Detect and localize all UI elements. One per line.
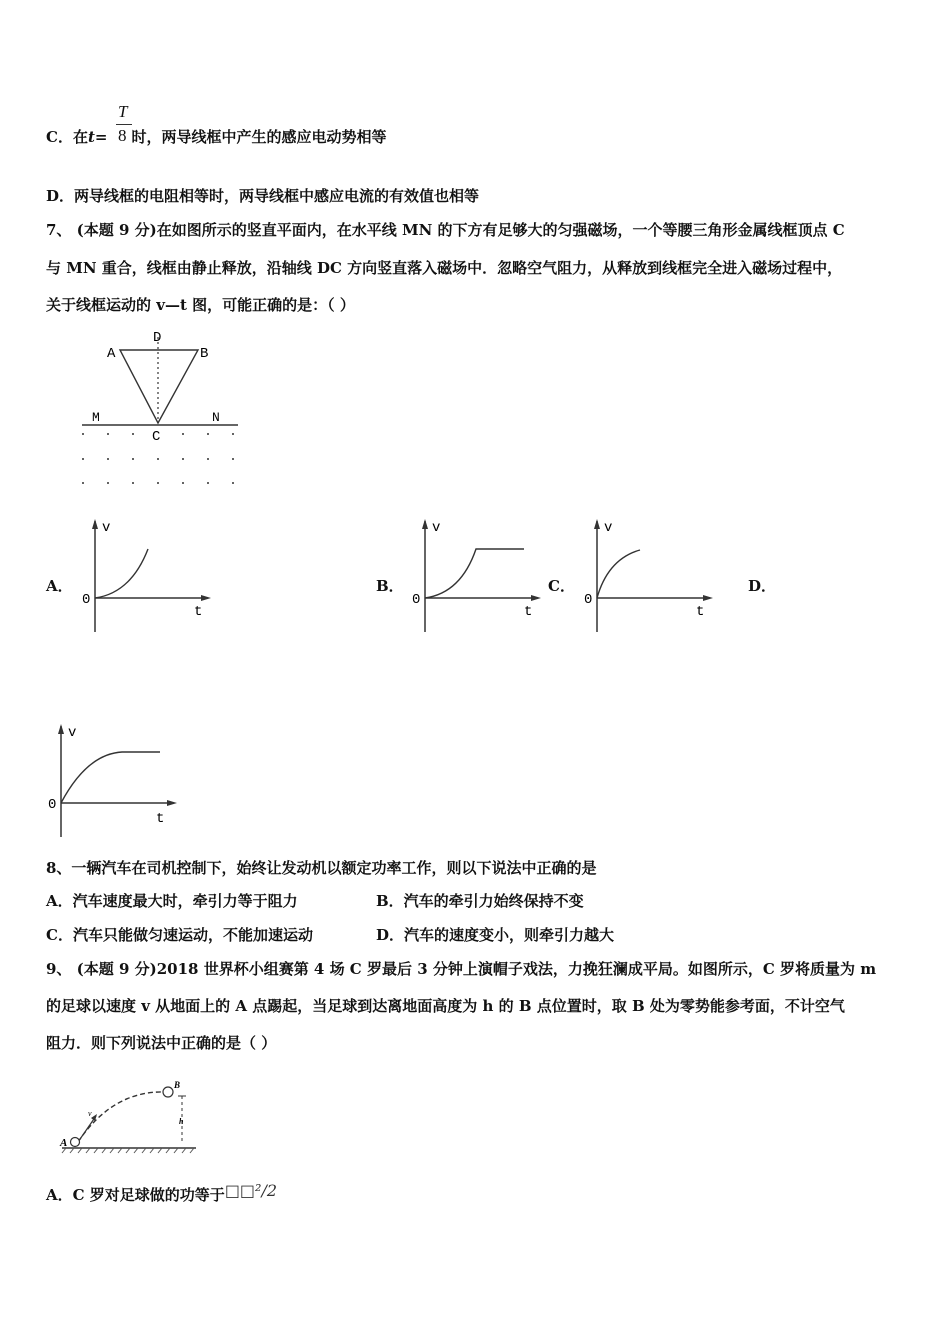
q8-option-a: A．汽车速度最大时，牵引力等于阻力	[46, 892, 298, 910]
curve-d	[61, 752, 160, 803]
q6-option-c-var: t	[87, 128, 95, 146]
label-a: A	[60, 1137, 68, 1149]
label-d: D	[153, 330, 162, 346]
q6-option-c-suffix: 时，两导线框中产生的感应电动势相等	[131, 128, 387, 146]
t-axis-arrow	[531, 595, 541, 601]
t-label: t	[194, 604, 203, 620]
q9-option-a-text: A．C 罗对足球做的功等于	[46, 1186, 225, 1204]
label-h: h	[179, 1117, 184, 1126]
q9-stem-line1: 9、 (本题 9 分)2018 世界杯小组赛第 4 场 C 罗最后 3 分钟上演帽子戏法，力挽狂澜成平局。如图所示，C 罗将质量为 m	[46, 960, 877, 978]
label-b: B	[200, 346, 209, 362]
q7-option-b: B．	[376, 577, 404, 595]
v-axis-arrow	[92, 519, 98, 529]
label-a: A	[107, 346, 116, 362]
q8-option-c: C．汽车只能做匀速运动，不能加速运动	[46, 926, 313, 944]
v-axis-arrow	[594, 519, 600, 529]
label-v: v	[88, 1109, 92, 1118]
q9-option-a	[46, 1181, 278, 1205]
t-label: t	[524, 604, 533, 620]
v-label: v	[68, 725, 77, 741]
q7-stem-line3: 关于线框运动的 v—t 图，可能正确的是：（ ）	[46, 296, 355, 314]
graph-a	[76, 517, 216, 637]
t-axis-arrow	[201, 595, 211, 601]
triangle-frame	[120, 350, 198, 423]
fraction-numerator: T	[118, 102, 128, 121]
origin-label: 0	[82, 592, 91, 608]
label-c: C	[152, 429, 161, 445]
ball-at-a	[71, 1138, 80, 1147]
fraction-denominator: 8	[118, 126, 127, 145]
q9-option-a-formula: □□²/2	[224, 1181, 278, 1200]
football-figure	[58, 1078, 208, 1158]
q7-option-d: D．	[748, 577, 777, 595]
graph-c	[578, 517, 718, 637]
v-label: v	[102, 520, 111, 536]
curve-b	[425, 549, 524, 598]
q7-option-a: A．	[46, 577, 73, 595]
t-label: t	[156, 811, 165, 827]
q8-stem: 8、一辆汽车在司机控制下，始终让发动机以额定功率工作，则以下说法中正确的是	[46, 859, 597, 877]
q8-option-b: B．汽车的牵引力始终保持不变	[376, 892, 584, 910]
q9-stem-line2: 的足球以速度 v 从地面上的 A 点踢起，当足球到达离地面高度为 h 的 B 点位置时，取 B 处为零势能参考面，不计空气	[46, 997, 845, 1015]
t-axis-arrow	[167, 800, 177, 806]
velocity-arrow	[78, 1116, 96, 1142]
v-axis-arrow	[58, 724, 64, 734]
graph-b	[406, 517, 546, 637]
origin-label: 0	[584, 592, 593, 608]
q6-option-c-prefix: C．在	[46, 128, 88, 146]
v-label: v	[604, 520, 613, 536]
q9-stem-line3: 阻力．则下列说法中正确的是（ ）	[46, 1034, 277, 1052]
curve-a	[95, 549, 148, 598]
origin-label: 0	[48, 797, 57, 813]
q6-option-c-eq: =	[94, 128, 108, 146]
q7-stem-line2: 与 MN 重合，线框由静止释放，沿轴线 DC 方向竖直落入磁场中．忽略空气阻力，从释放到线框完全进入磁场过程中，	[46, 259, 843, 277]
q8-option-d: D．汽车的速度变小，则牵引力越大	[376, 926, 615, 944]
v-label: v	[432, 520, 441, 536]
label-n: N	[212, 410, 220, 425]
ball-at-b	[163, 1087, 173, 1097]
q6-option-d: D．两导线框的电阻相等时，两导线框中感应电流的有效值也相等	[46, 187, 480, 205]
triangle-frame-figure	[70, 325, 270, 495]
fraction-bar	[116, 124, 132, 125]
q7-stem-line1: 7、 (本题 9 分)在如图所示的竖直平面内，在水平线 MN 的下方有足够大的匀强磁场，一个等腰三角形金属线框顶点 C	[46, 221, 845, 239]
q6-option-c	[46, 127, 386, 147]
label-b: B	[174, 1080, 181, 1090]
t-label: t	[696, 604, 705, 620]
curve-c	[597, 550, 640, 598]
t-axis-arrow	[703, 595, 713, 601]
v-axis-arrow	[422, 519, 428, 529]
graph-d	[42, 722, 182, 842]
label-m: M	[92, 410, 100, 425]
q7-option-c: C．	[548, 577, 575, 595]
origin-label: 0	[412, 592, 421, 608]
